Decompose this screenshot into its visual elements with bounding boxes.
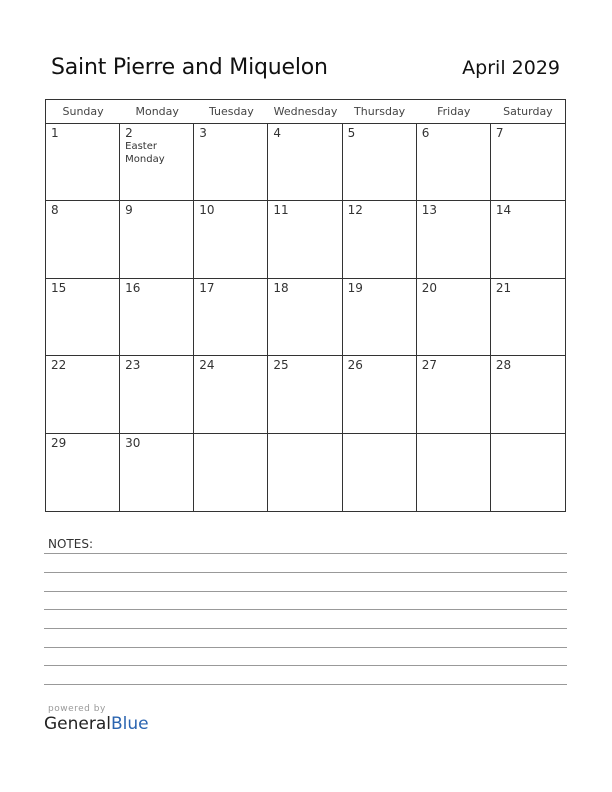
day-number: 10: [199, 203, 215, 218]
day-cell: [194, 201, 268, 278]
weekday-header-row: [46, 100, 565, 124]
day-number: 5: [347, 126, 356, 140]
day-number: 24: [199, 358, 215, 373]
day-number: 27: [421, 358, 437, 373]
brand-name-general: General: [44, 714, 111, 734]
day-cell: [194, 434, 268, 511]
day-cell: [268, 124, 342, 201]
day-cell: [417, 434, 491, 511]
day-number: 30: [125, 435, 141, 450]
day-number: 13: [421, 203, 437, 218]
day-cell: [417, 201, 491, 278]
day-cell: [491, 279, 565, 356]
day-cell: [343, 434, 417, 511]
note-line: [44, 647, 567, 648]
calendar-body: [46, 124, 565, 511]
notes-label: NOTES:: [48, 537, 93, 551]
day-number: 1: [51, 126, 59, 140]
day-number: 26: [347, 358, 363, 373]
day-number: 6: [421, 126, 430, 140]
day-cell: [46, 201, 120, 278]
day-number: 4: [273, 126, 282, 140]
day-cell: [194, 279, 268, 356]
day-cell: [120, 124, 194, 201]
day-cell: [343, 279, 417, 356]
day-cell: [491, 124, 565, 201]
day-cell: [491, 434, 565, 511]
weekday-thursday: Thursday: [354, 105, 406, 118]
day-number: 12: [347, 203, 363, 218]
day-number: 8: [51, 203, 59, 218]
day-number: 3: [199, 126, 207, 140]
brand-name: [44, 714, 149, 734]
day-number: 22: [51, 358, 67, 373]
note-line: [44, 591, 567, 592]
day-cell: [120, 279, 194, 356]
day-cell: [343, 356, 417, 433]
day-number: 29: [51, 435, 67, 450]
day-number: 11: [273, 203, 289, 218]
day-number: 28: [495, 358, 512, 373]
powered-by-text: powered by: [48, 704, 106, 714]
day-cell: [46, 279, 120, 356]
day-number: 2: [125, 126, 133, 140]
day-cell: [46, 434, 120, 511]
day-cell: [194, 124, 268, 201]
day-cell: [491, 356, 565, 433]
day-number: 18: [273, 280, 289, 295]
day-number: 23: [125, 358, 141, 373]
weekday-monday: Monday: [135, 105, 179, 118]
day-cell: [268, 434, 342, 511]
day-number: 15: [51, 280, 67, 295]
brand-name-blue: Blue: [111, 714, 149, 734]
region-title: Saint Pierre and Miquelon: [51, 55, 328, 80]
weekday-tuesday: Tuesday: [208, 105, 254, 118]
day-number: 25: [273, 358, 289, 373]
day-cell: [46, 356, 120, 433]
day-cell: [417, 279, 491, 356]
day-number: 14: [495, 203, 512, 218]
weekday-friday: Friday: [437, 105, 471, 118]
day-number: 19: [347, 280, 363, 295]
day-cell: [343, 201, 417, 278]
day-cell: [120, 356, 194, 433]
holiday-label: Easter Monday: [125, 141, 165, 165]
day-number: 9: [125, 203, 133, 218]
weekday-saturday: Saturday: [503, 105, 553, 118]
day-number: 21: [495, 280, 512, 295]
day-number: 7: [495, 126, 504, 140]
day-cell: [491, 201, 565, 278]
note-line: [44, 572, 567, 573]
brand-logo: [44, 704, 149, 734]
month-title: April 2029: [462, 57, 560, 79]
day-cell: [120, 201, 194, 278]
day-cell: [268, 279, 342, 356]
note-line: [44, 628, 567, 629]
weekday-wednesday: Wednesday: [273, 105, 338, 118]
weekday-sunday: Sunday: [62, 105, 104, 118]
day-cell: [268, 201, 342, 278]
day-number: 16: [125, 280, 141, 295]
note-line: [44, 684, 567, 685]
note-line: [44, 609, 567, 610]
day-cell: [343, 124, 417, 201]
day-cell: [194, 356, 268, 433]
day-number: 17: [199, 280, 215, 295]
day-cell: [417, 124, 491, 201]
note-line: [44, 553, 567, 554]
calendar-grid: [45, 99, 566, 512]
day-cell: [46, 124, 120, 201]
day-cell: [120, 434, 194, 511]
day-cell: [417, 356, 491, 433]
day-cell: [268, 356, 342, 433]
note-line: [44, 665, 567, 666]
day-number: 20: [421, 280, 437, 295]
